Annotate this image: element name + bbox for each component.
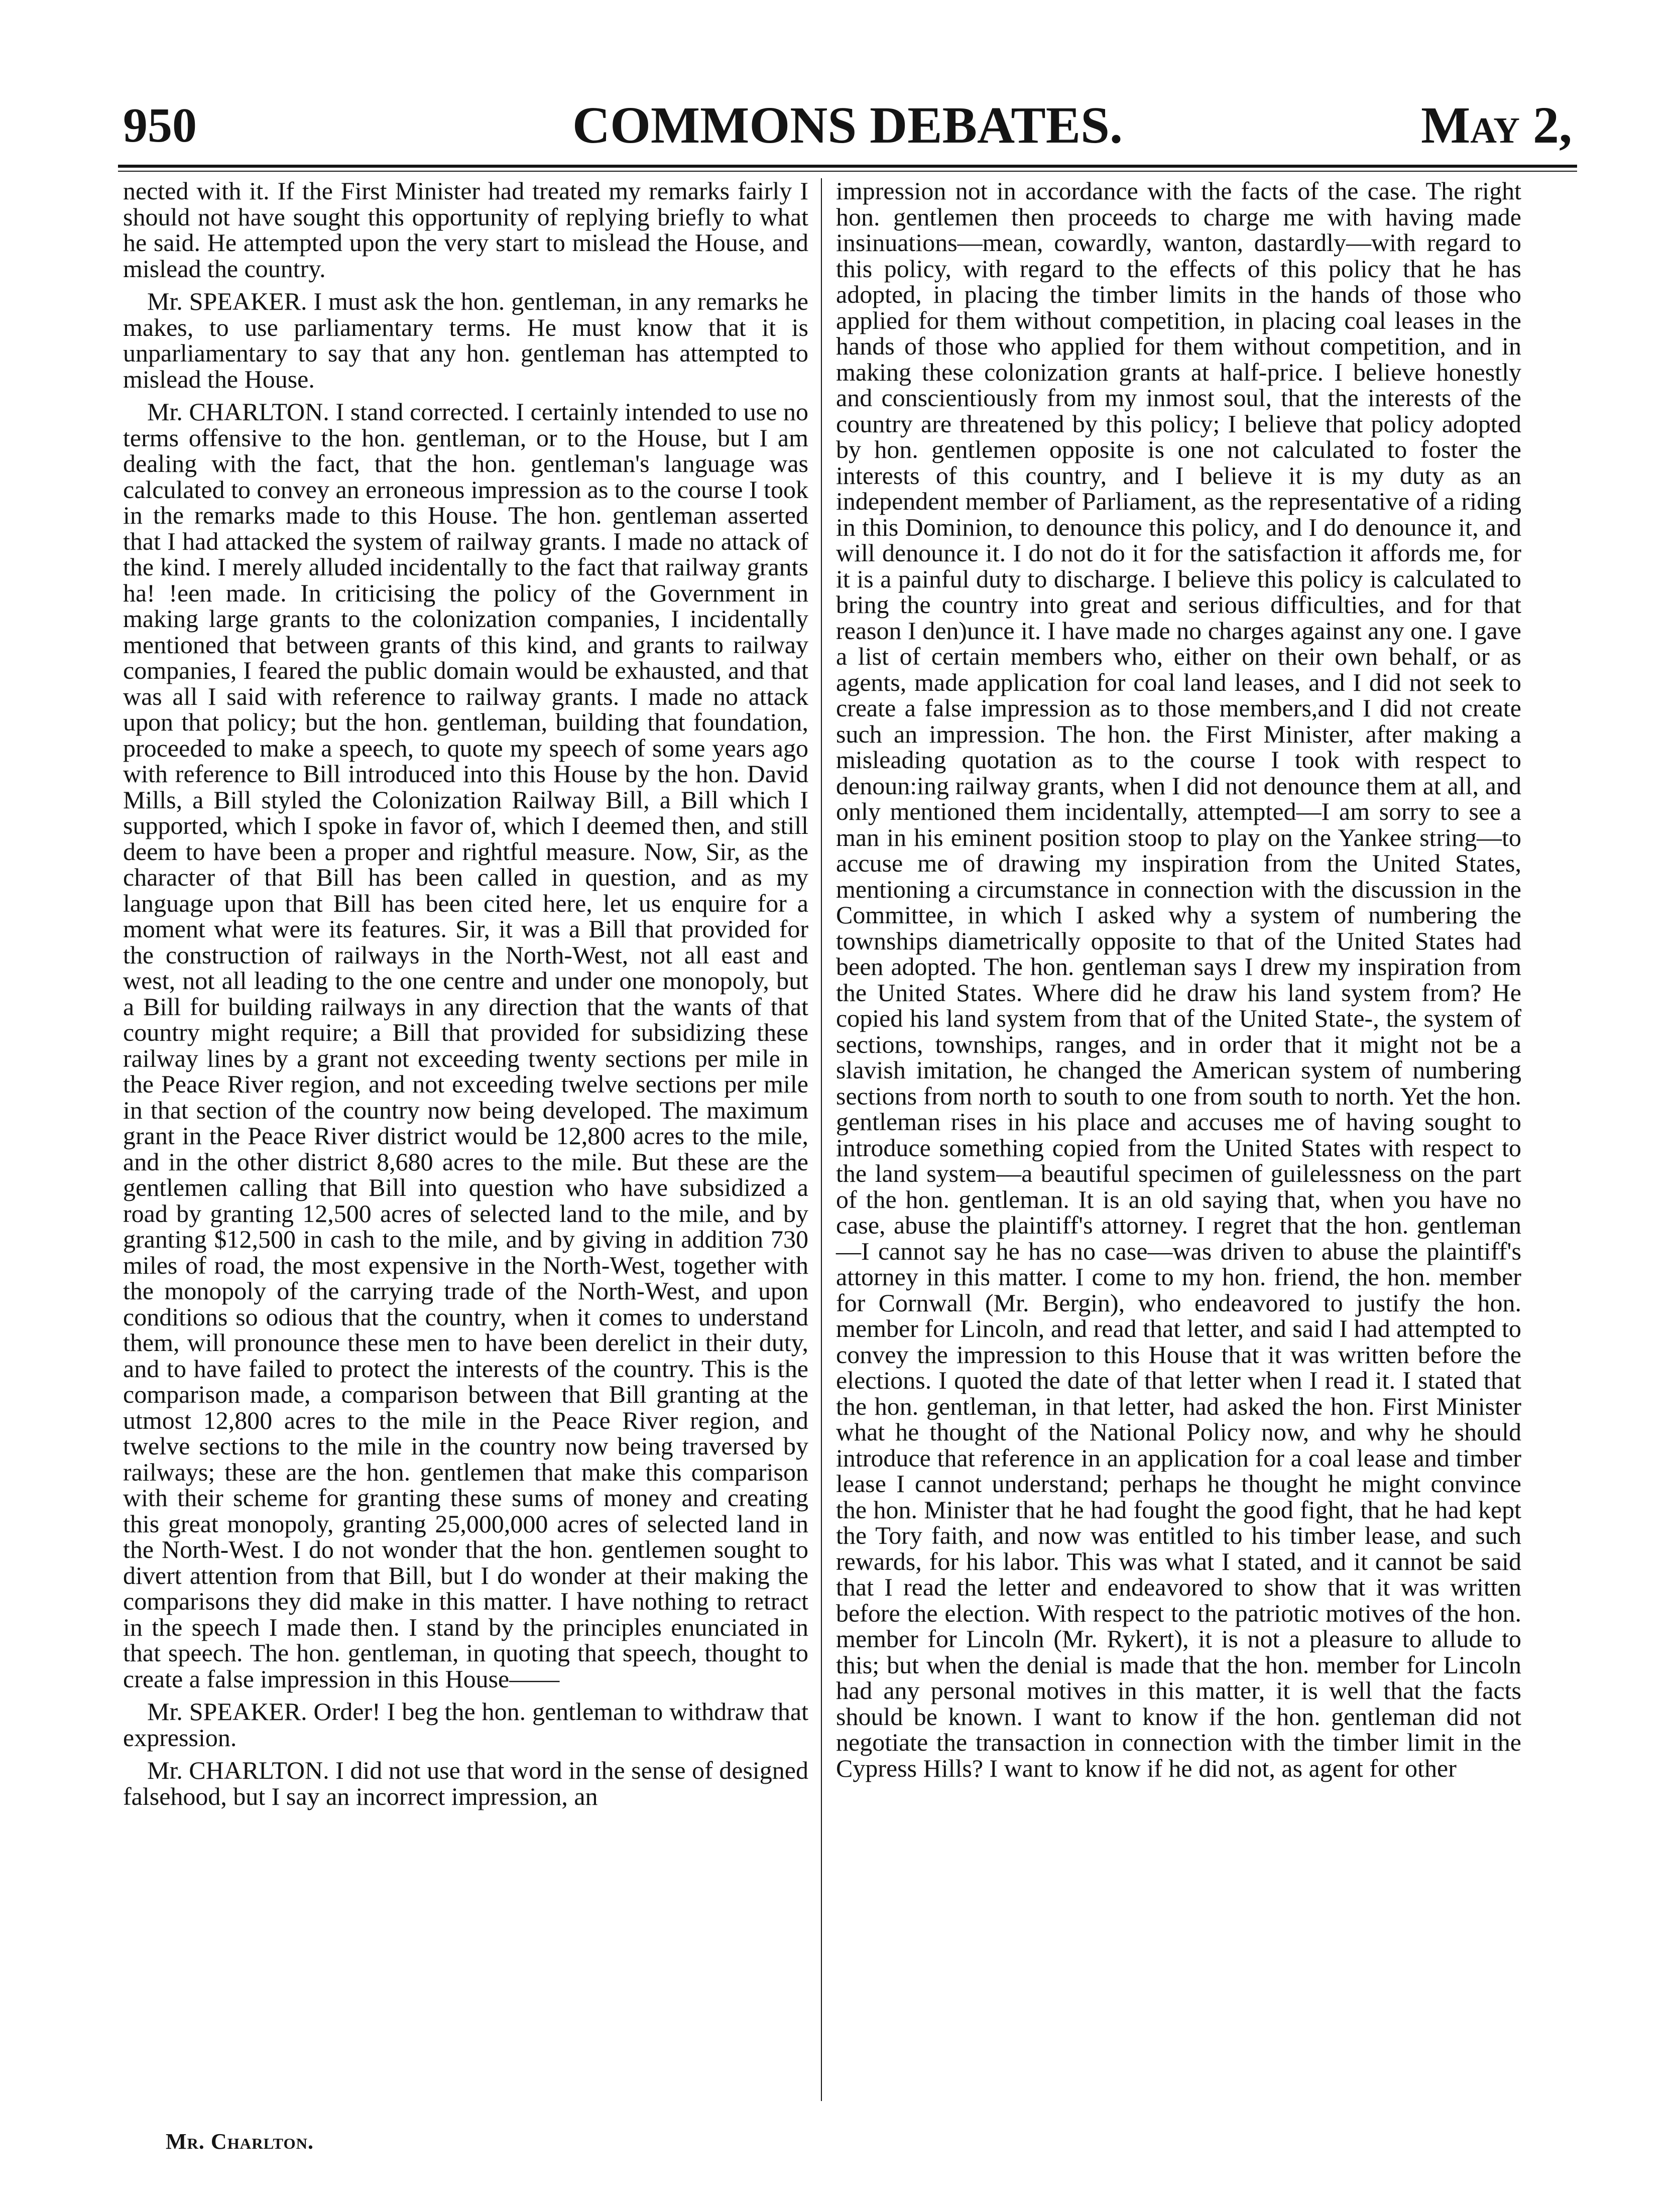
paragraph: Mr. SPEAKER. Order! I beg the hon. gentleman to withdraw that expression. xyxy=(123,1697,808,1752)
paragraph: nected with it. If the First Minister had treated my remarks fairly I should not have sought this opportunity of replying briefly to what he said. He attempted upon the very start to mislead the House, and mislead the country. xyxy=(123,177,808,283)
column-divider xyxy=(821,178,822,2101)
header-rule xyxy=(118,165,1577,168)
speaker-signature: Mr. Charlton. xyxy=(166,2129,314,2154)
paragraph: Mr. SPEAKER. I must ask the hon. gentleman, in any remarks he makes, to use parliamentary terms. He must know that it is unparliamentary to say that any hon. gentleman has attempted to mislead the House. xyxy=(123,287,808,393)
page-number: 950 xyxy=(123,98,197,153)
running-date: May 2, xyxy=(1421,96,1572,154)
paragraph: Mr. CHARLTON. I stand corrected. I certainly intended to use no terms offensive to the hon. gentleman, or to the House, but I am dealing with the fact, that the hon. gentleman's language was calculated to convey an erroneous impression as to the course I took in the remarks made to this House. The hon. gentleman asserted that I had attacked the system of railway grants. I made no attack of the kind. I merely alluded incidentally to the fact that railway grants ha! !een made. In criticising the policy of the Government in making large grants to the colonization companies, I incidentally mentioned that between grants of this kind, and grants to railway companies, I feared the public domain would be exhausted, and that was all I said with reference to railway grants. I made no attack upon that policy; but the hon. gentleman, building that foundation, proceeded to make a speech, to quote my speech of some years ago with reference to Bill introduced into this House by the hon. David Mills, a Bill styled the Colonization Railway Bill, a Bill which I supported, which I spoke in favor of, which I deemed then, and still deem to have been a proper and rightful measure. Now, Sir, as the character of that Bill has been called in question, and as my language upon that Bill has been cited here, let us enquire for a moment what were its features. Sir, it was a Bill that provided for the construction of railways in the North-West, not all east and west, not all leading to the one centre and under one monopoly, but a Bill for building railways in any direction that the wants of that country might require; a Bill that provided for subsidizing these railway lines by a grant not exceeding twenty sections per mile in the Peace River region, and not exceeding twelve sections per mile in that section of the country now being developed. The maximum grant in the Peace River district would be 12,800 acres to the mile, and in the other district 8,680 acres to the mile. But these are the gentlemen calling that Bill into question who have subsidized a road by granting 12,500 acres of selected land to the mile, and by granting $12,500 in cash to the mile, and by giving in addition 730 miles of road, the most expensive in the North-West, together with the monopoly of the carrying trade of the North-West, and upon conditions so odious that the country, when it comes to understand them, will pronounce these men to have been derelict in their duty, and to have failed to protect the interests of the country. This is the comparison made, a comparison between that Bill granting at the utmost 12,800 acres to the mile in the Peace River region, and twelve sections to the mile in the country now being traversed by railways; these are the hon. gentlemen that make this comparison with their scheme for granting these sums of money and creating this great monopoly, granting 25,000,000 acres of selected land in the North-West. I do not wonder that the hon. gentlemen sought to divert attention from that Bill, but I do wonder at their making the comparisons they did make in this matter. I have nothing to retract in the speech I made then. I stand by the principles enunciated in that speech. The hon. gentleman, in quoting that speech, thought to create a false impression in this House—— xyxy=(123,398,808,1693)
running-title: COMMONS DEBATES. xyxy=(572,96,1123,154)
page-header xyxy=(123,95,1572,161)
paragraph: impression not in accordance with the facts of the case. The right hon. gentlemen then proceeds to charge me with having made insinuations—mean, cowardly, wanton, dastardly—with regard to this policy, with regard to the effects of this policy that he has adopted, in placing the timber limits in the hands of those who applied for them without competition, in placing coal leases in the hands of those who applied for them without competition, and in making these colonization grants at half-price. I believe honestly and conscientiously from my inmost soul, that the interests of the country are threatened by this policy; I believe that policy adopted by hon. gentlemen opposite is one not calculated to foster the interests of this country, and I believe it is my duty as an independent member of Parliament, as the representative of a riding in this Dominion, to denounce this policy, and I do denounce it, and will denounce it. I do not do it for the satisfaction it affords me, for it is a painful duty to discharge. I believe this policy is calculated to bring the country into great and serious difficulties, and for that reason I den)unce it. I have made no charges against any one. I gave a list of certain members who, either on their own behalf, or as agents, made application for coal land leases, and I did not seek to create a false impression as to those members,and I did not create such an impression. The hon. the First Minister, after making a misleading quotation as to the course I took with respect to denoun:ing railway grants, when I did not denounce them at all, and only mentioned them incidentally, attempted—I am sorry to see a man in his eminent position stoop to play on the Yankee string—to accuse me of drawing my inspiration from the United States, mentioning a circumstance in connection with the discussion in the Committee, in which I asked why a system of numbering the townships diametrically opposite to that of the United States had been adopted. The hon. gentleman says I drew my inspiration from the United States. Where did he draw his land system from? He copied his land system from that of the United State-, the system of sections, townships, ranges, and in order that it might not be a slavish imitation, he changed the American system of numbering sections from north to south to one from south to north. Yet the hon. gentleman rises in his place and accuses me of having sought to introduce something copied from the United States with respect to the land system—a beautiful specimen of guilelessness on the part of the hon. gentleman. It is an old saying that, when you have no case, abuse the plaintiff's attorney. I regret that the hon. gentleman—I cannot say he has no case—was driven to abuse the plaintiff's attorney in this matter. I come to my hon. friend, the hon. member for Cornwall (Mr. Bergin), who endeavored to justify the hon. member for Lincoln, and read that letter, and said I had attempted to convey the impression to this House that it was written before the elections. I quoted the date of that letter when I read it. I stated that the hon. gentleman, in that letter, had asked the hon. First Minister what he thought of the National Policy now, and why he should introduce that reference in an application for a coal lease and timber lease I cannot understand; perhaps he thought he might convince the hon. Minister that he had fought the good fight, that he had kept the Tory faith, and now was entitled to his timber lease, and such rewards, for his labor. This was what I stated, and it cannot be said that I read the letter and endeavored to show that it was written before the election. With respect to the patriotic motives of the hon. member for Lincoln (Mr. Rykert), it is not a pleasure to allude to this; but when the denial is made that the hon. member for Lincoln had any personal motives in this matter, it is well that the facts should be known. I want to know if the hon. gentleman did not negotiate the transaction in connection with the timber limit in the Cypress Hills? I want to know if he did not, as agent for other xyxy=(836,177,1521,1782)
paragraph: Mr. CHARLTON. I did not use that word in the sense of designed falsehood, but I say an incorrect impression, an xyxy=(123,1756,808,1810)
header-rule-thin xyxy=(118,171,1577,172)
left-column xyxy=(123,178,808,1816)
right-column xyxy=(836,178,1521,1788)
